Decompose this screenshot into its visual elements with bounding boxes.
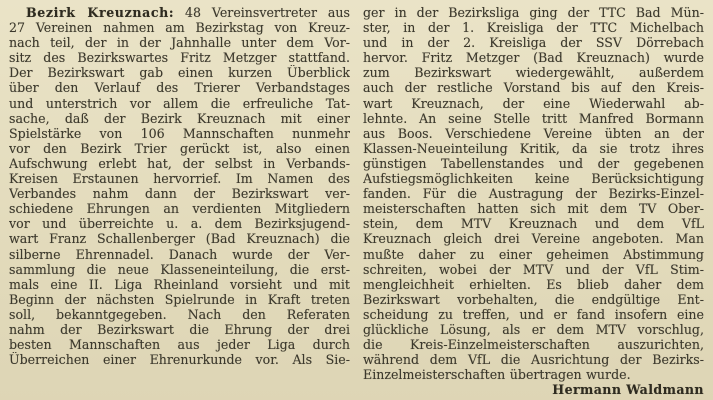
text-line: und in der 2. Kreisliga der SSV Dörrebach: [363, 35, 704, 51]
article-lead-rest: 48 Vereinsvertreter aus: [185, 5, 350, 20]
text-line: ster, in der 1. Kreisliga der TTC Michelbach: [363, 20, 704, 36]
text-line: meisterschaften hatten sich mit dem TV Ober-: [363, 201, 704, 217]
text-line: sammlung die neue Klasseneinteilung, die erst-: [9, 261, 350, 277]
text-line: Aufstiegsmöglichkeiten keine Berücksichtigung: [363, 171, 704, 187]
text-line: Bezirkswart vorbehalten, die endgültige Ent-: [363, 291, 704, 307]
text-line: 27 Vereinen nahmen am Bezirkstag von Kreuz-: [9, 20, 350, 36]
text-line: Aufschwung erlebt hat, der selbst in Verbands-: [9, 155, 350, 171]
text-line: lehnte. An seine Stelle tritt Manfred Bormann: [363, 110, 704, 126]
text-line: und unterstrich vor allem die erfreuliche Tat-: [9, 95, 350, 111]
text-line: während dem VfL die Ausrichtung der Bezirks-: [363, 352, 704, 368]
text-line: vor und überreichte u. a. dem Bezirksjugend-: [9, 216, 350, 232]
text-line: Spielstärke von 106 Mannschaften nunmehr: [9, 125, 350, 141]
text-line: Klassen-Neueinteilung Kritik, da sie trotz ihres: [363, 140, 704, 156]
text-line: Kreuznach gleich drei Vereine angeboten. Man: [363, 231, 704, 247]
text-line: nach teil, der in der Jahnhalle unter dem Vor-: [9, 35, 350, 51]
text-line: scheidung zu treffen, und er fand insofern eine: [363, 306, 704, 322]
text-line: nahm der Bezirkswart die Ehrung der drei: [9, 321, 350, 337]
article-signature: Hermann Waldmann: [552, 382, 704, 398]
text-line: besten Mannschaften aus jeder Liga durch: [9, 337, 350, 353]
text-line: glückliche Lösung, als er dem MTV vorschlug,: [363, 321, 704, 337]
text-line: silberne Ehrennadel. Danach wurde der Ver-: [9, 246, 350, 262]
text-line: aus Boos. Verschiedene Vereine übten an der: [363, 125, 704, 141]
text-line: Kreisen Erstaunen hervorrief. Im Namen des: [9, 171, 350, 187]
column-lines-left: [9, 20, 350, 367]
text-line: schiedene Ehrungen an verdienten Mitgliedern: [9, 201, 350, 217]
text-line: soll, bekanntgegeben. Nach den Referaten: [9, 306, 350, 322]
column-lines-right: [363, 5, 704, 382]
text-line: stein, dem MTV Kreuznach und dem VfL: [363, 216, 704, 232]
text-line: sitz des Bezirkswartes Fritz Metzger stattfand.: [9, 50, 350, 66]
text-line: auch der restliche Vorstand bis auf den Kreis-: [363, 80, 704, 96]
text-line: mals eine II. Liga Rheinland vorsieht und mit: [9, 276, 350, 292]
text-line: Überreichen einer Ehrenurkunde vor. Als Sie-: [9, 352, 350, 368]
text-line: hervor. Fritz Metzger (Bad Kreuznach) wurde: [363, 50, 704, 66]
text-line: günstigen Tabellenstandes und der gegebenen: [363, 155, 704, 171]
article-column-right: [363, 5, 704, 396]
text-line: [9, 5, 350, 20]
text-line: Verbandes nahm dann der Bezirkswart ver-: [9, 186, 350, 202]
text-line: zum Bezirkswart wiedergewählt, außerdem: [363, 65, 704, 81]
text-line: fanden. Für die Austragung der Bezirks-Einzel-: [363, 186, 704, 202]
text-line: wart Kreuznach, der eine Wiederwahl ab-: [363, 95, 704, 111]
text-line: schreiten, wobei der MTV und der VfL Stim-: [363, 261, 704, 277]
text-line: die Kreis-Einzelmeisterschaften auszurichten,: [363, 337, 704, 353]
text-line: über den Verlauf des Trierer Verbandstages: [9, 80, 350, 96]
article-lead: Bezirk Kreuznach:: [26, 5, 175, 20]
text-line: mengleichheit erhielten. Es blieb daher dem: [363, 276, 704, 292]
text-line: Der Bezirkswart gab einen kurzen Überblick: [9, 65, 350, 81]
text-line: Beginn der nächsten Spielrunde in Kraft treten: [9, 291, 350, 307]
text-line: mußte daher zu einer geheimen Abstimmung: [363, 246, 704, 262]
article-column-left: [9, 5, 350, 396]
text-line: wart Franz Schallenberger (Bad Kreuznach) die: [9, 231, 350, 247]
text-line: sache, daß der Bezirk Kreuznach mit einer: [9, 110, 350, 126]
text-line: ger in der Bezirksliga ging der TTC Bad Mün-: [363, 5, 704, 20]
text-line: Einzelmeisterschaften übertragen wurde.: [363, 367, 631, 383]
text-line: vor den Bezirk Trier gerückt ist, also einen: [9, 140, 350, 156]
